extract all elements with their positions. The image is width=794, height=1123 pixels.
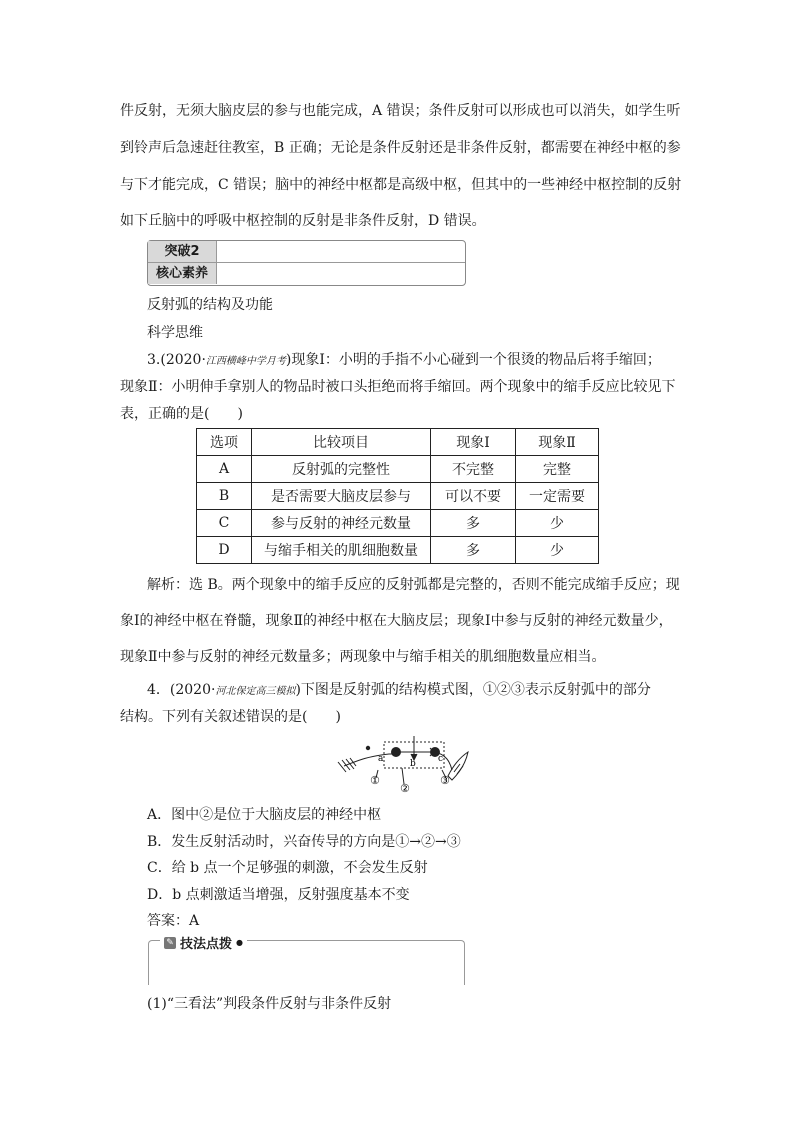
table-cell: 反射弧的完整性	[252, 456, 431, 483]
table-row	[197, 456, 599, 483]
label-one: ①	[370, 774, 380, 787]
neuron-body-1	[391, 747, 401, 757]
tip-item-1: (1)“三看法”判段条件反射与非条件反射	[147, 996, 392, 1012]
q4-option-d: D．b 点刺激适当增强，反射强度基本不变	[147, 887, 410, 903]
label-c: c	[438, 754, 444, 764]
table-row	[197, 483, 599, 510]
table-header-cell: 比较项目	[252, 429, 431, 456]
label-a: a	[378, 754, 384, 764]
comparison-table	[196, 428, 599, 564]
intro-line-3: 与下才能完成，C 错误；脑中的神经中枢都是高级中枢，但其中的一些神经中枢控制的反射	[120, 177, 682, 193]
q3-source: 江西横峰中学月考	[205, 356, 286, 367]
table-cell: A	[197, 456, 252, 483]
q4-number: 4．(2020·	[147, 682, 216, 698]
q4-option-b: B．发生反射活动时，兴奋传导的方向是①→②→③	[147, 834, 461, 850]
q3-number: 3.(2020·	[147, 352, 206, 368]
breakthrough-box	[147, 240, 466, 286]
q3-analysis-line-1: 解析：选 B。两个现象中的缩手反应的反射弧都是完整的，否则不能完成缩手反应；现	[147, 577, 680, 593]
table-cell: 是否需要大脑皮层参与	[252, 483, 431, 510]
table-cell: B	[197, 483, 252, 510]
receptor-dot	[366, 746, 370, 750]
pencil-icon: ✎	[164, 937, 176, 949]
q4-option-a: A．图中②是位于大脑皮层的神经中枢	[147, 807, 382, 823]
literacy-heading: 科学思维	[147, 325, 203, 341]
intro-line-4: 如下丘脑中的呼吸中枢控制的反射是非条件反射，D 错误。	[120, 213, 486, 229]
q4-stem-line-2: 结构。下列有关叙述错误的是( )	[120, 709, 341, 725]
reflex-arc-diagram	[334, 734, 470, 794]
table-header-cell: 现象Ⅰ	[431, 429, 516, 456]
label-b: b	[410, 759, 416, 769]
q3-stem-line-2: 现象Ⅱ：小明伸手拿别人的物品时被口头拒绝而将手缩回。两个现象中的缩手反应比较见下	[120, 379, 676, 395]
q3-stem-line-3: 表，正确的是( )	[120, 406, 243, 422]
q3-analysis-line-3: 现象Ⅱ中参与反射的神经元数量多；两现象中与缩手相关的肌细胞数量应相当。	[120, 649, 606, 665]
table-cell: 完整	[516, 456, 599, 483]
label-two: ②	[400, 782, 410, 794]
table-cell: 可以不要	[431, 483, 516, 510]
q4-answer: 答案：A	[147, 913, 200, 929]
table-cell: 与缩手相关的肌细胞数量	[252, 537, 431, 564]
label-three: ③	[440, 774, 450, 787]
bullet-dot-icon: ●	[236, 938, 243, 947]
table-row	[197, 510, 599, 537]
tip-header	[160, 933, 247, 952]
table-cell: 少	[516, 510, 599, 537]
table-cell: C	[197, 510, 252, 537]
q3-stem-1: )现象Ⅰ：小明的手指不小心碰到一个很烫的物品后将手缩回；	[285, 352, 661, 368]
q4-stem-line-1	[147, 679, 651, 699]
q4-option-c: C．给 b 点一个足够强的刺激，不会发生反射	[147, 860, 428, 876]
intro-line-2: 到铃声后急速赶往教室，B 正确；无论是条件反射还是非条件反射，都需要在神经中枢的参	[120, 140, 681, 156]
q3-stem-line-1	[147, 349, 661, 369]
table-cell: D	[197, 537, 252, 564]
table-cell: 少	[516, 537, 599, 564]
table-header-cell: 选项	[197, 429, 252, 456]
table-cell: 一定需要	[516, 483, 599, 510]
breakthrough-label: 突破2	[148, 241, 217, 262]
table-cell: 不完整	[431, 456, 516, 483]
intro-line-1: 件反射，无须大脑皮层的参与也能完成，A 错误；条件反射可以形成也可以消失，如学生听	[120, 103, 681, 119]
topic-heading: 反射弧的结构及功能	[147, 297, 273, 313]
table-row	[197, 537, 599, 564]
core-literacy-label: 核心素养	[148, 263, 217, 284]
table-cell: 参与反射的神经元数量	[252, 510, 431, 537]
table-cell: 多	[431, 510, 516, 537]
tip-title: 技法点拨	[180, 937, 233, 952]
table-header-cell: 现象Ⅱ	[516, 429, 599, 456]
table-cell: 多	[431, 537, 516, 564]
q3-analysis-line-2: 象Ⅰ的神经中枢在脊髓，现象Ⅱ的神经中枢在大脑皮层；现象Ⅰ中参与反射的神经元数量少，	[120, 613, 673, 629]
table-header-row	[197, 429, 599, 456]
q4-source: 河北保定高三模拟	[215, 686, 296, 697]
q4-stem-1: )下图是反射弧的结构模式图，①②③表示反射弧中的部分	[295, 682, 651, 698]
